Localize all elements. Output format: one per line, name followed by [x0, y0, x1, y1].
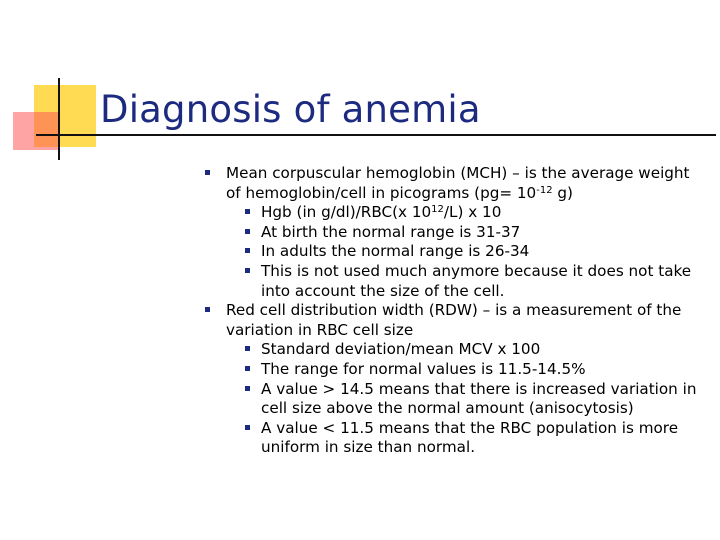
- slide-body: [205, 164, 700, 458]
- rdw-text: Red cell distribution width (RDW) – is a measurement of the variation in RBC cell size: [226, 301, 682, 339]
- slide-title: Diagnosis of anemia: [100, 88, 481, 131]
- mch-text-b: g): [552, 183, 573, 202]
- sub-bullet-mch-note: [205, 262, 700, 301]
- square-bullet-icon: [205, 307, 210, 312]
- rdw-range: The range for normal values is 11.5-14.5%: [261, 359, 586, 378]
- sub-bullet-rdw-formula: [205, 340, 700, 360]
- mch-text-a: Mean corpuscular hemoglobin (MCH) – is the average weight of hemoglobin/cell in picograms (pg= 10: [226, 164, 690, 202]
- square-bullet-icon: [245, 346, 250, 351]
- mch-adult-range: In adults the normal range is 26-34: [261, 242, 530, 261]
- bullet-mch: [205, 164, 700, 203]
- sub-bullet-mch-birth: [205, 223, 700, 243]
- rdw-low: A value < 11.5 means that the RBC population is more uniform in size than normal.: [261, 418, 679, 457]
- square-bullet-icon: [245, 366, 250, 371]
- rdw-high: A value > 14.5 means that there is increased variation in cell size above the normal amount (anisocytosis): [261, 379, 697, 418]
- sub-bullet-mch-formula: [205, 203, 700, 223]
- sub-bullet-rdw-range: [205, 360, 700, 380]
- square-bullet-icon: [245, 209, 250, 214]
- mch-note: This is not used much anymore because it does not take into account the size of the cell.: [261, 261, 692, 300]
- square-bullet-icon: [205, 170, 210, 175]
- mch-birth-range: At birth the normal range is 31-37: [261, 222, 521, 241]
- bullet-rdw: [205, 301, 700, 340]
- title-underline: [36, 134, 716, 136]
- square-bullet-icon: [245, 268, 250, 273]
- rdw-formula: Standard deviation/mean MCV x 100: [261, 340, 541, 359]
- square-bullet-icon: [245, 248, 250, 253]
- square-bullet-icon: [245, 425, 250, 430]
- mch-formula-exponent: 12: [431, 204, 444, 216]
- decor-vertical-line: [58, 78, 60, 160]
- sub-bullet-rdw-low: [205, 419, 700, 458]
- mch-formula-a: Hgb (in g/dl)/RBC(x 10: [261, 203, 432, 222]
- mch-exponent: -12: [536, 184, 553, 196]
- mch-formula-b: /L) x 10: [443, 203, 502, 222]
- square-bullet-icon: [245, 229, 250, 234]
- sub-bullet-mch-adult: [205, 242, 700, 262]
- sub-bullet-rdw-high: [205, 380, 700, 419]
- decor-red-square: [13, 112, 58, 150]
- square-bullet-icon: [245, 386, 250, 391]
